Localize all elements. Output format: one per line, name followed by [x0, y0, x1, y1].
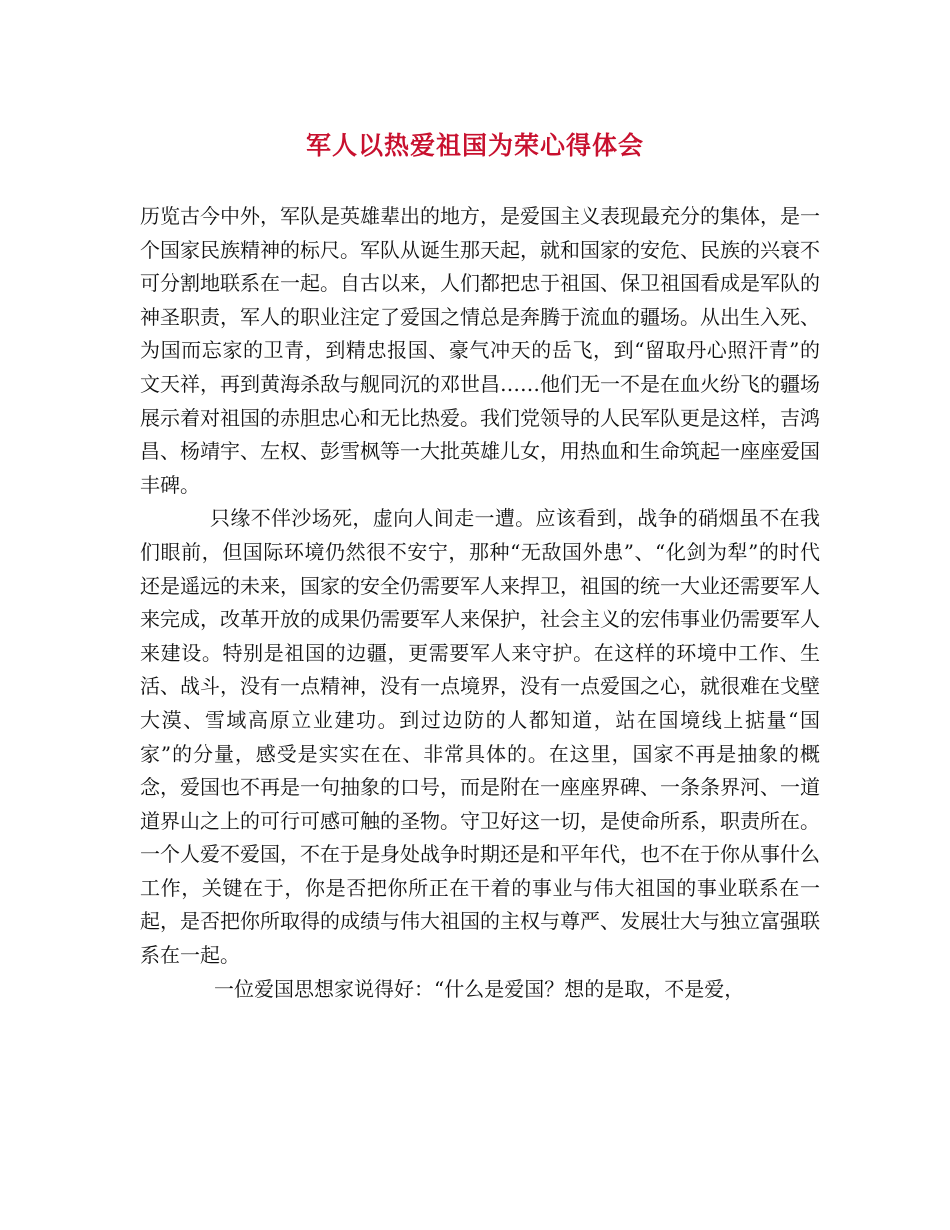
paragraph-1: 历览古今中外，军队是英雄辈出的地方，是爱国主义表现最充分的集体，是一个国家民族精神的标尺。军队从诞生那天起，就和国家的安危、民族的兴衰不可分割地联系在一起。自古以来，人们都把忠于祖国、保卫祖国看成是军队的神圣职责，军人的职业注定了爱国之情总是奔腾于流血的疆场。从出生入死、为国而忘家的卫青，到精忠报国、豪气冲天的岳飞，到“留取丹心照汗青”的文天祥，再到黄海杀敌与舰同沉的邓世昌……他们无一不是在血火纷飞的疆场展示着对祖国的赤胆忠心和无比热爱。我们党领导的人民军队更是这样，吉鸿昌、杨靖宇、左权、彭雪枫等一大批英雄儿女，用热血和生命筑起一座座爱国丰碑。	[140, 204, 820, 497]
document-body	[140, 200, 820, 1006]
paragraph-3: 一位爱国思想家说得好：“什么是爱国？想的是取，不是爱，	[214, 976, 745, 1001]
paragraph-2: 只缘不伴沙场死，虚向人间走一遭。应该看到，战争的硝烟虽不在我们眼前，但国际环境仍然很不安宁，那种“无敌国外患”、“化剑为犁”的时代还是遥远的未来，国家的安全仍需要军人来捍卫，祖国的统一大业还需要军人来完成，改革开放的成果仍需要军人来保护，社会主义的宏伟事业仍需要军人来建设。特别是祖国的边疆，更需要军人来守护。在这样的环境中工作、生活、战斗，没有一点精神，没有一点境界，没有一点爱国之心，就很难在戈壁大漠、雪域高原立业建功。到过边防的人都知道，站在国境线上掂量“国家”的分量，感受是实实在在、非常具体的。在这里，国家不再是抽象的概念，爱国也不再是一句抽象的口号，而是附在一座座界碑、一条条界河、一道道界山之上的可行可感可触的圣物。守卫好这一切，是使命所系，职责所在。一个人爱不爱国，不在于是身处战争时期还是和平年代，也不在于你从事什么工作，关键在于，你是否把你所正在干着的事业与伟大祖国的事业联系在一起，是否把你所取得的成绩与伟大祖国的主权与尊严、发展壮大与独立富强联系在一起。	[140, 506, 820, 968]
document-title: 军人以热爱祖国为荣心得体会	[305, 131, 644, 160]
